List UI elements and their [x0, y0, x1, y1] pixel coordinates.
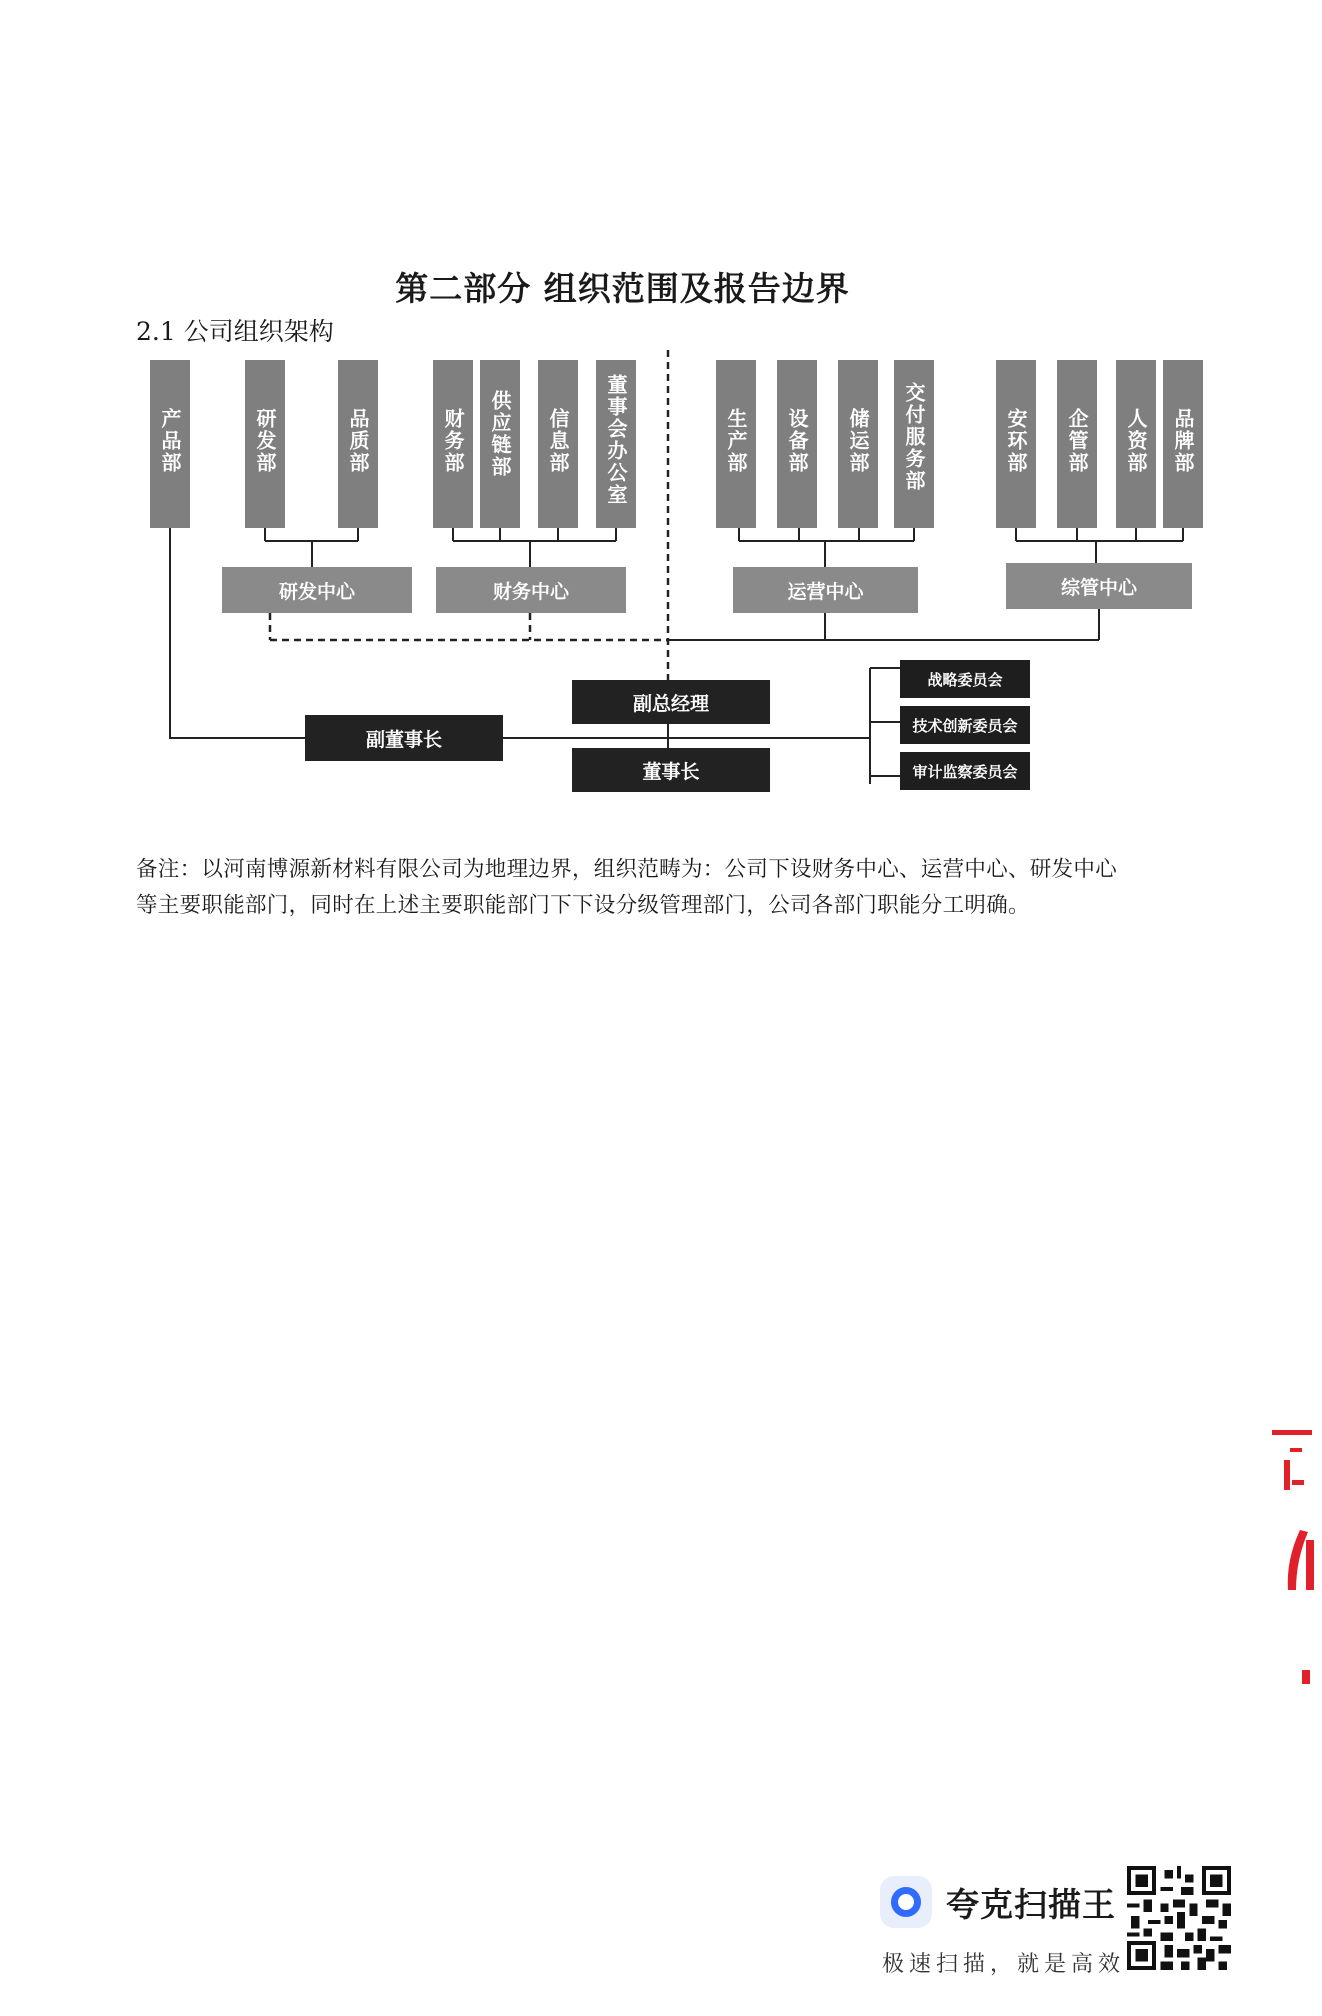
dept-rnd: 研发部	[245, 360, 285, 528]
center-finance: 财务中心	[436, 567, 626, 613]
red-seal-fragment	[1262, 1420, 1322, 1700]
qr-code-icon	[1127, 1866, 1231, 1970]
dept-hr: 人资部	[1116, 360, 1156, 528]
committee-tech-innovation: 技术创新委员会	[900, 706, 1030, 744]
dept-safety-env: 安环部	[996, 360, 1036, 528]
dept-supply-chain: 供应链部	[480, 360, 520, 528]
dept-finance: 财务部	[433, 360, 473, 528]
dept-board-office: 董事会办公室	[596, 360, 636, 528]
scanner-slogan: 极速扫描，就是高效	[882, 1952, 1126, 1977]
dept-product: 产品部	[150, 360, 190, 528]
scanner-brand	[880, 1876, 1116, 1928]
note-paragraph: 备注：以河南博源新材料有限公司为地理边界，组织范畴为：公司下设财务中心、运营中心、研发中心等主要职能部门，同时在上述主要职能部门下下设分级管理部门，公司各部门职能分工明确。	[136, 857, 1118, 918]
center-rnd: 研发中心	[222, 567, 412, 613]
center-operations: 运营中心	[733, 567, 918, 613]
center-general-mgmt: 综管中心	[1006, 563, 1192, 609]
dept-brand: 品牌部	[1163, 360, 1203, 528]
dept-production: 生产部	[716, 360, 756, 528]
dept-enterprise-mgmt: 企管部	[1057, 360, 1097, 528]
scanner-brand-name: 夸克扫描王	[946, 1884, 1116, 1924]
chairman-box: 董事长	[572, 748, 770, 792]
dept-equipment: 设备部	[777, 360, 817, 528]
deputy-gm-box: 副总经理	[572, 680, 770, 724]
vice-chairman-box: 副董事长	[305, 715, 503, 761]
section-title: 2.1 公司组织架构	[136, 317, 334, 346]
dept-logistics: 储运部	[838, 360, 878, 528]
dept-information: 信息部	[538, 360, 578, 528]
committee-strategy: 战略委员会	[900, 660, 1030, 698]
scanner-logo-icon	[880, 1876, 932, 1928]
dept-delivery-service: 交付服务部	[894, 360, 934, 528]
dept-quality: 品质部	[338, 360, 378, 528]
page-heading: 第二部分 组织范围及报告边界	[395, 269, 850, 308]
committee-audit: 审计监察委员会	[900, 752, 1030, 790]
